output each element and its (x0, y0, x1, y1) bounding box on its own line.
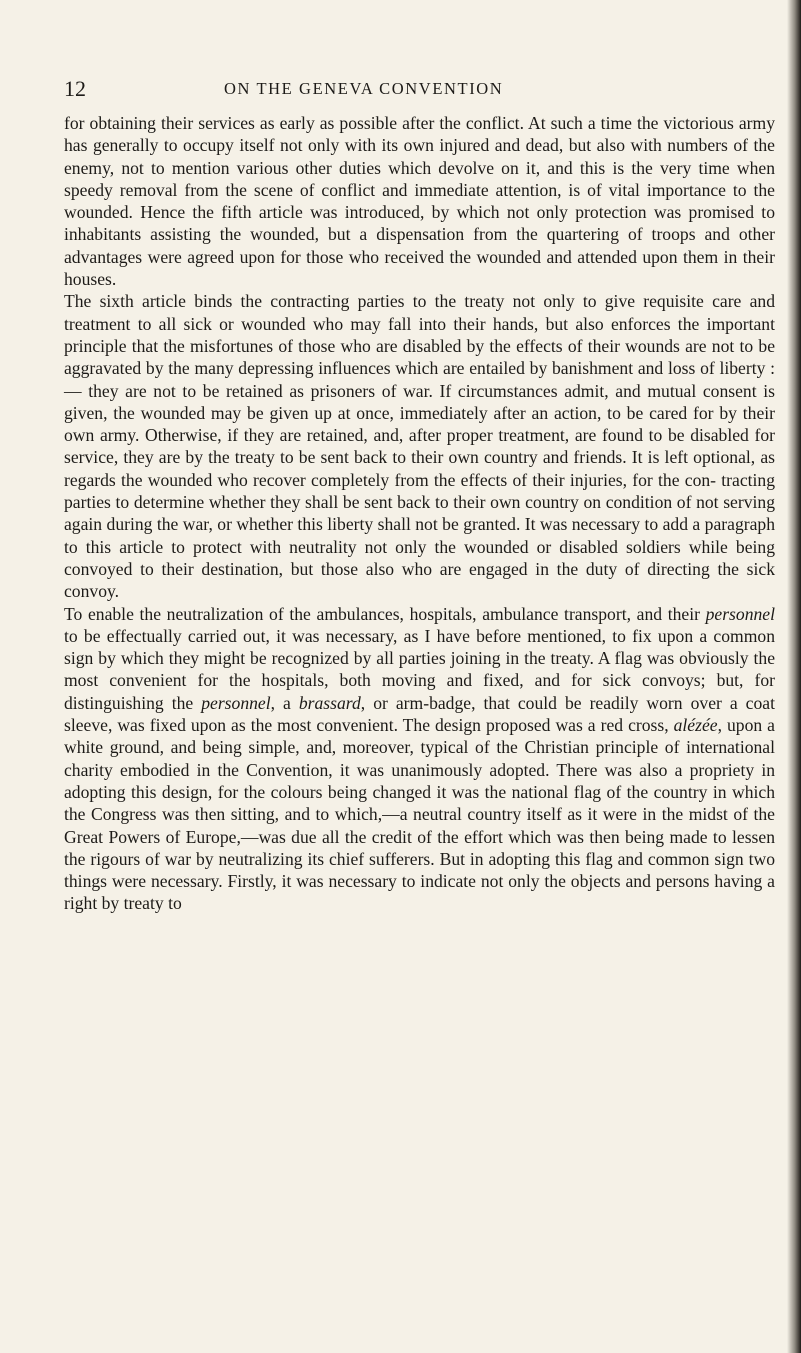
paragraph-neutralization (64, 603, 775, 915)
italic-term-personnel: personnel (201, 692, 271, 713)
paragraph-text: , or arm-badge, that could be readily worn over a coat sleeve, was fixed upon as the most convenient. The design proposed was a red cross, (64, 692, 775, 736)
paragraph-text: , upon a white ground, and being simple, and, moreover, typical of the Christian principle of international charity embodied in the Convention, it was unanimously adopted. There was also a propriety in adopting this design, for the colours being changed it was the national flag of the country in which the Congress was then sitting, and to which,—a neutral country itself as it were in the midst of the Great Powers of Europe,—was due all the credit of the effort which was then being made to lessen the rigours of war by neutralizing its chief sufferers. But in adopting this flag and common sign two things were necessary. Firstly, it was necessary to indicate not only the objects and persons having a right by treaty to (64, 715, 775, 914)
paragraph-text: to be effectually carried out, it was necessary, as I have before mentioned, to fix upon a common sign by which they might be recognized by all parties joining in the treaty. A flag was obviously the most convenient for the hospitals, both moving and fixed, and for sick convoys; but, for distinguishing the (64, 625, 775, 713)
paragraph-sixth-article (64, 290, 775, 602)
page-header (64, 76, 780, 104)
paragraph-text: for obtaining their services as early as possible after the conflict. At such a time the victorious army has generally to occupy itself not only with its own injured and dead, but also with numbers of the enemy, not to mention various other duties which devolve on it, and this is the very time when speedy removal from the scene of conflict and immediate attention, is of vital importance to the wounded. Hence the fifth article was introduced, by which not only protection was promised to inhabitants assisting the wounded, but a dispensation from the quartering of troops and other advantages were agreed upon for those who received the wounded and attended upon them in their houses. (64, 113, 775, 290)
page-number: 12 (64, 76, 86, 101)
italic-term-personnel: personnel (705, 603, 775, 624)
paragraph-text: The sixth article binds the contracting parties to the treaty not only to give requisite care and treatment to all sick or wounded who may fall into their hands, but also enforces the important principle that the misfortunes of those who are disabled by the effects of their wounds are not to be aggravated by the many depressing influences which are entailed by banishment and loss of liberty :— they are not to be retained as prisoners of war. If circumstances admit, and mutual consent is given, the wounded may be given up at once, immediately after an action, to be cared for by their own army. Otherwise, if they are retained, and, after proper treatment, are found to be disabled for service, they are by the treaty to be sent back to their own country and friends. It is left optional, as regards the wounded who recover completely from the effects of their injuries, for the con- tracting parties to determine whether they shall be sent back to their own country on condition of not serving again during the war, or whether this liberty shall not be granted. It was necessary to add a paragraph to this article to protect with neutrality not only the wounded or disabled soldiers while being convoyed to their destination, but those also who are engaged in the duty of directing the sick convoy. (64, 291, 775, 602)
paragraph-text: , a (270, 692, 299, 713)
paragraph-fifth-article (64, 112, 775, 290)
italic-term-alezee: alézée (673, 715, 718, 736)
italic-term-brassard: brassard (298, 692, 361, 713)
paragraph-text: To enable the neutralization of the ambulances, hospitals, ambulance transport, and their (64, 603, 706, 624)
body-text (64, 112, 775, 915)
page-edge-shadow (787, 0, 801, 1353)
running-head: ON THE GENEVA CONVENTION (224, 79, 504, 98)
